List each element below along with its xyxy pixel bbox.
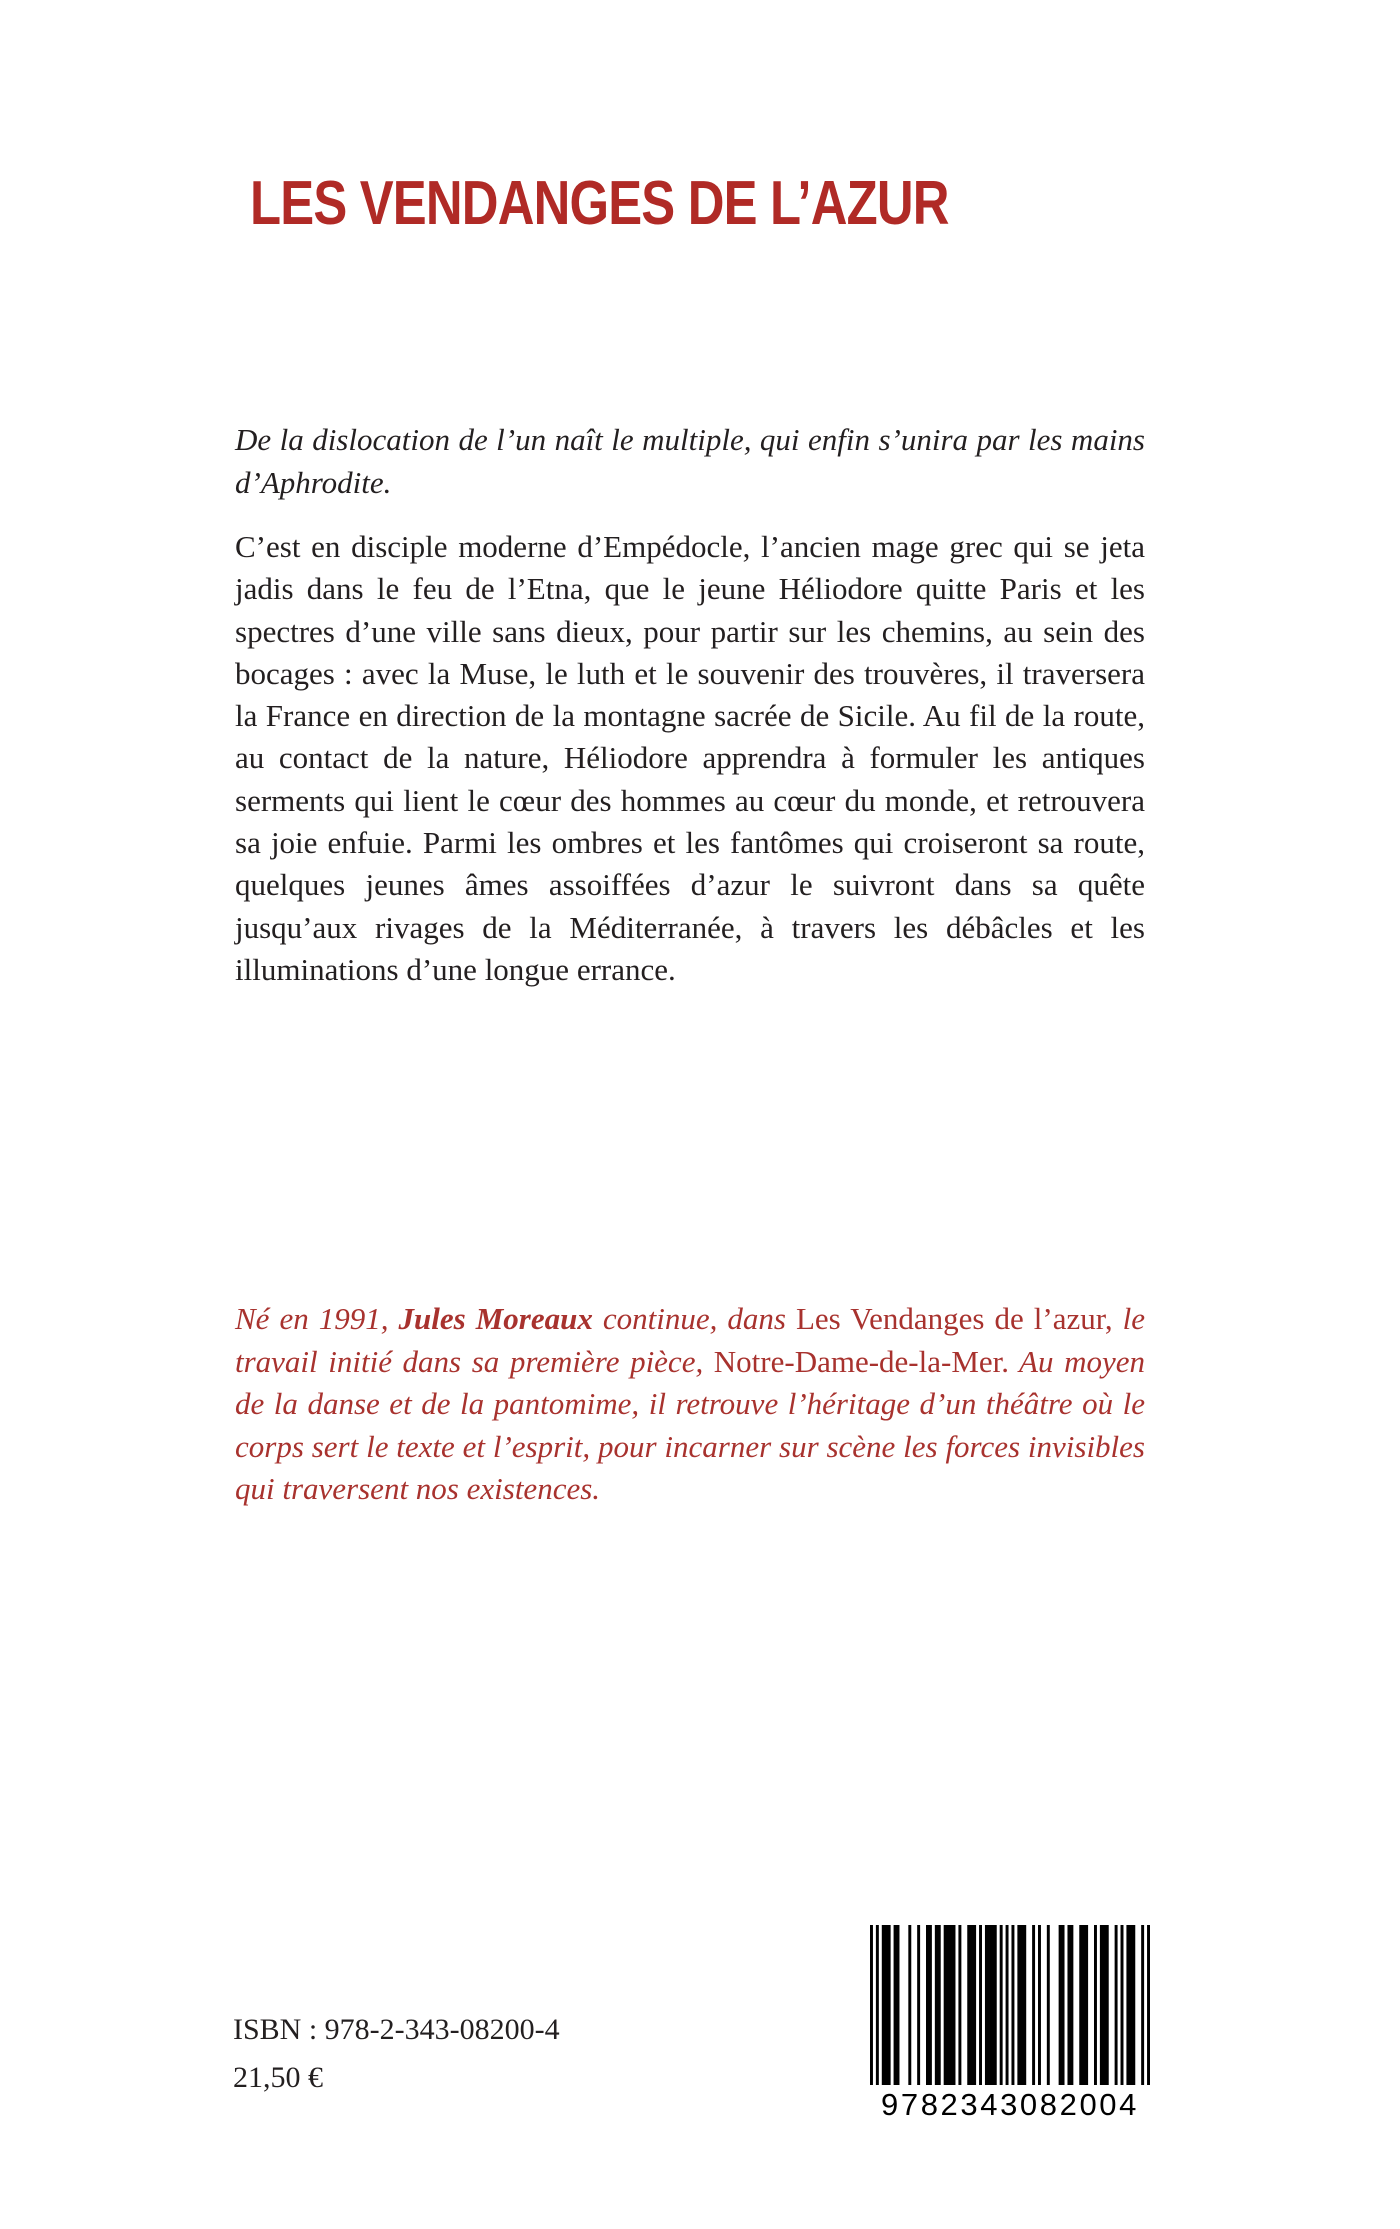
barcode-bar [985, 1925, 997, 2085]
barcode-bars [870, 1925, 1150, 2095]
bio-text-2: continue, dans [592, 1301, 796, 1336]
barcode-bar [1115, 1925, 1118, 2085]
barcode-bar [979, 1925, 982, 2085]
barcode-bar [870, 1925, 873, 2085]
barcode-bar [1038, 1925, 1041, 2085]
barcode-bar [935, 1925, 941, 2085]
barcode-bar [1100, 1925, 1109, 2085]
barcode-bar [1079, 1925, 1088, 2085]
author-bio [235, 1298, 1145, 1511]
barcode-bar [1006, 1925, 1009, 2085]
barcode [870, 1925, 1150, 2133]
barcode-bar [908, 1925, 911, 2085]
barcode-bar [1032, 1925, 1035, 2085]
barcode-bar [1067, 1925, 1073, 2085]
barcode-bar [917, 1925, 920, 2085]
barcode-bar [1059, 1925, 1065, 2085]
barcode-bar [967, 1925, 976, 2085]
bio-text-1: Né en 1991, [235, 1301, 399, 1336]
barcode-bar [1147, 1925, 1150, 2085]
price: 21,50 € [233, 2061, 323, 2094]
barcode-bar [1000, 1925, 1003, 2085]
barcode-bar [1094, 1925, 1097, 2085]
barcode-bar [926, 1925, 932, 2085]
bio-book-title: Les Vendanges de l’azur, [795, 1301, 1113, 1336]
author-name: Jules Moreaux [398, 1301, 593, 1336]
barcode-bar [944, 1925, 956, 2085]
barcode-bar [1126, 1925, 1135, 2085]
barcode-bar [1017, 1925, 1026, 2085]
tagline: De la dislocation de l’un naît le multiple, qui enfin s’unira par les mains d’Aphrodite. [235, 422, 1145, 500]
barcode-digits: 9782343082004 [881, 2087, 1139, 2122]
barcode-bar [1047, 1925, 1050, 2085]
barcode-bar [1141, 1925, 1144, 2085]
barcode-bar [1121, 1925, 1124, 2085]
bio-first-play: Notre-Dame-de-la-Mer. [713, 1343, 1010, 1379]
barcode-bar [876, 1925, 879, 2085]
book-title: LES VENDANGES DE L’AZUR [250, 169, 949, 238]
barcode-bar [1011, 1925, 1014, 2085]
barcode-bar [894, 1925, 900, 2085]
bio-text-3: le travail initié dans sa première pièce, [235, 1301, 1145, 1379]
bio-text-4: Au moyen de la danse et de la pantomime, il retrouve l’héritage d’un théâtre où le corps sert le texte et l’esprit, pour incarner sur scène les forces invisibles qui traversent nos existences. [235, 1343, 1145, 1506]
barcode-bar [882, 1925, 891, 2085]
summary-text: C’est en disciple moderne d’Empédocle, l’ancien mage grec qui se jeta jadis dans le feu de l’Etna, que le jeune Héliodore quitte Paris et les spectres d’une ville sans dieux, pour partir sur les chemins, au sein des bocages : avec la Muse, le luth et le souvenir des trouvères, il traversera la France en direction de la montagne sacrée de Sicile. Au fil de la route, au contact de la nature, Héliodore apprendra à formuler les antiques serments qui lient le cœur des hommes au cœur du monde, et retrouvera sa joie enfuie. Parmi les ombres et les fantômes qui croiseront sa route, quelques jeunes âmes assoiffées d’azur le suivront dans sa quête jusqu’aux rivages de la Méditerranée, à travers les débâcles et les illuminations d’une longue errance. [235, 529, 1145, 987]
barcode-bar [958, 1925, 961, 2085]
isbn: ISBN : 978-2-343-08200-4 [233, 2013, 560, 2046]
